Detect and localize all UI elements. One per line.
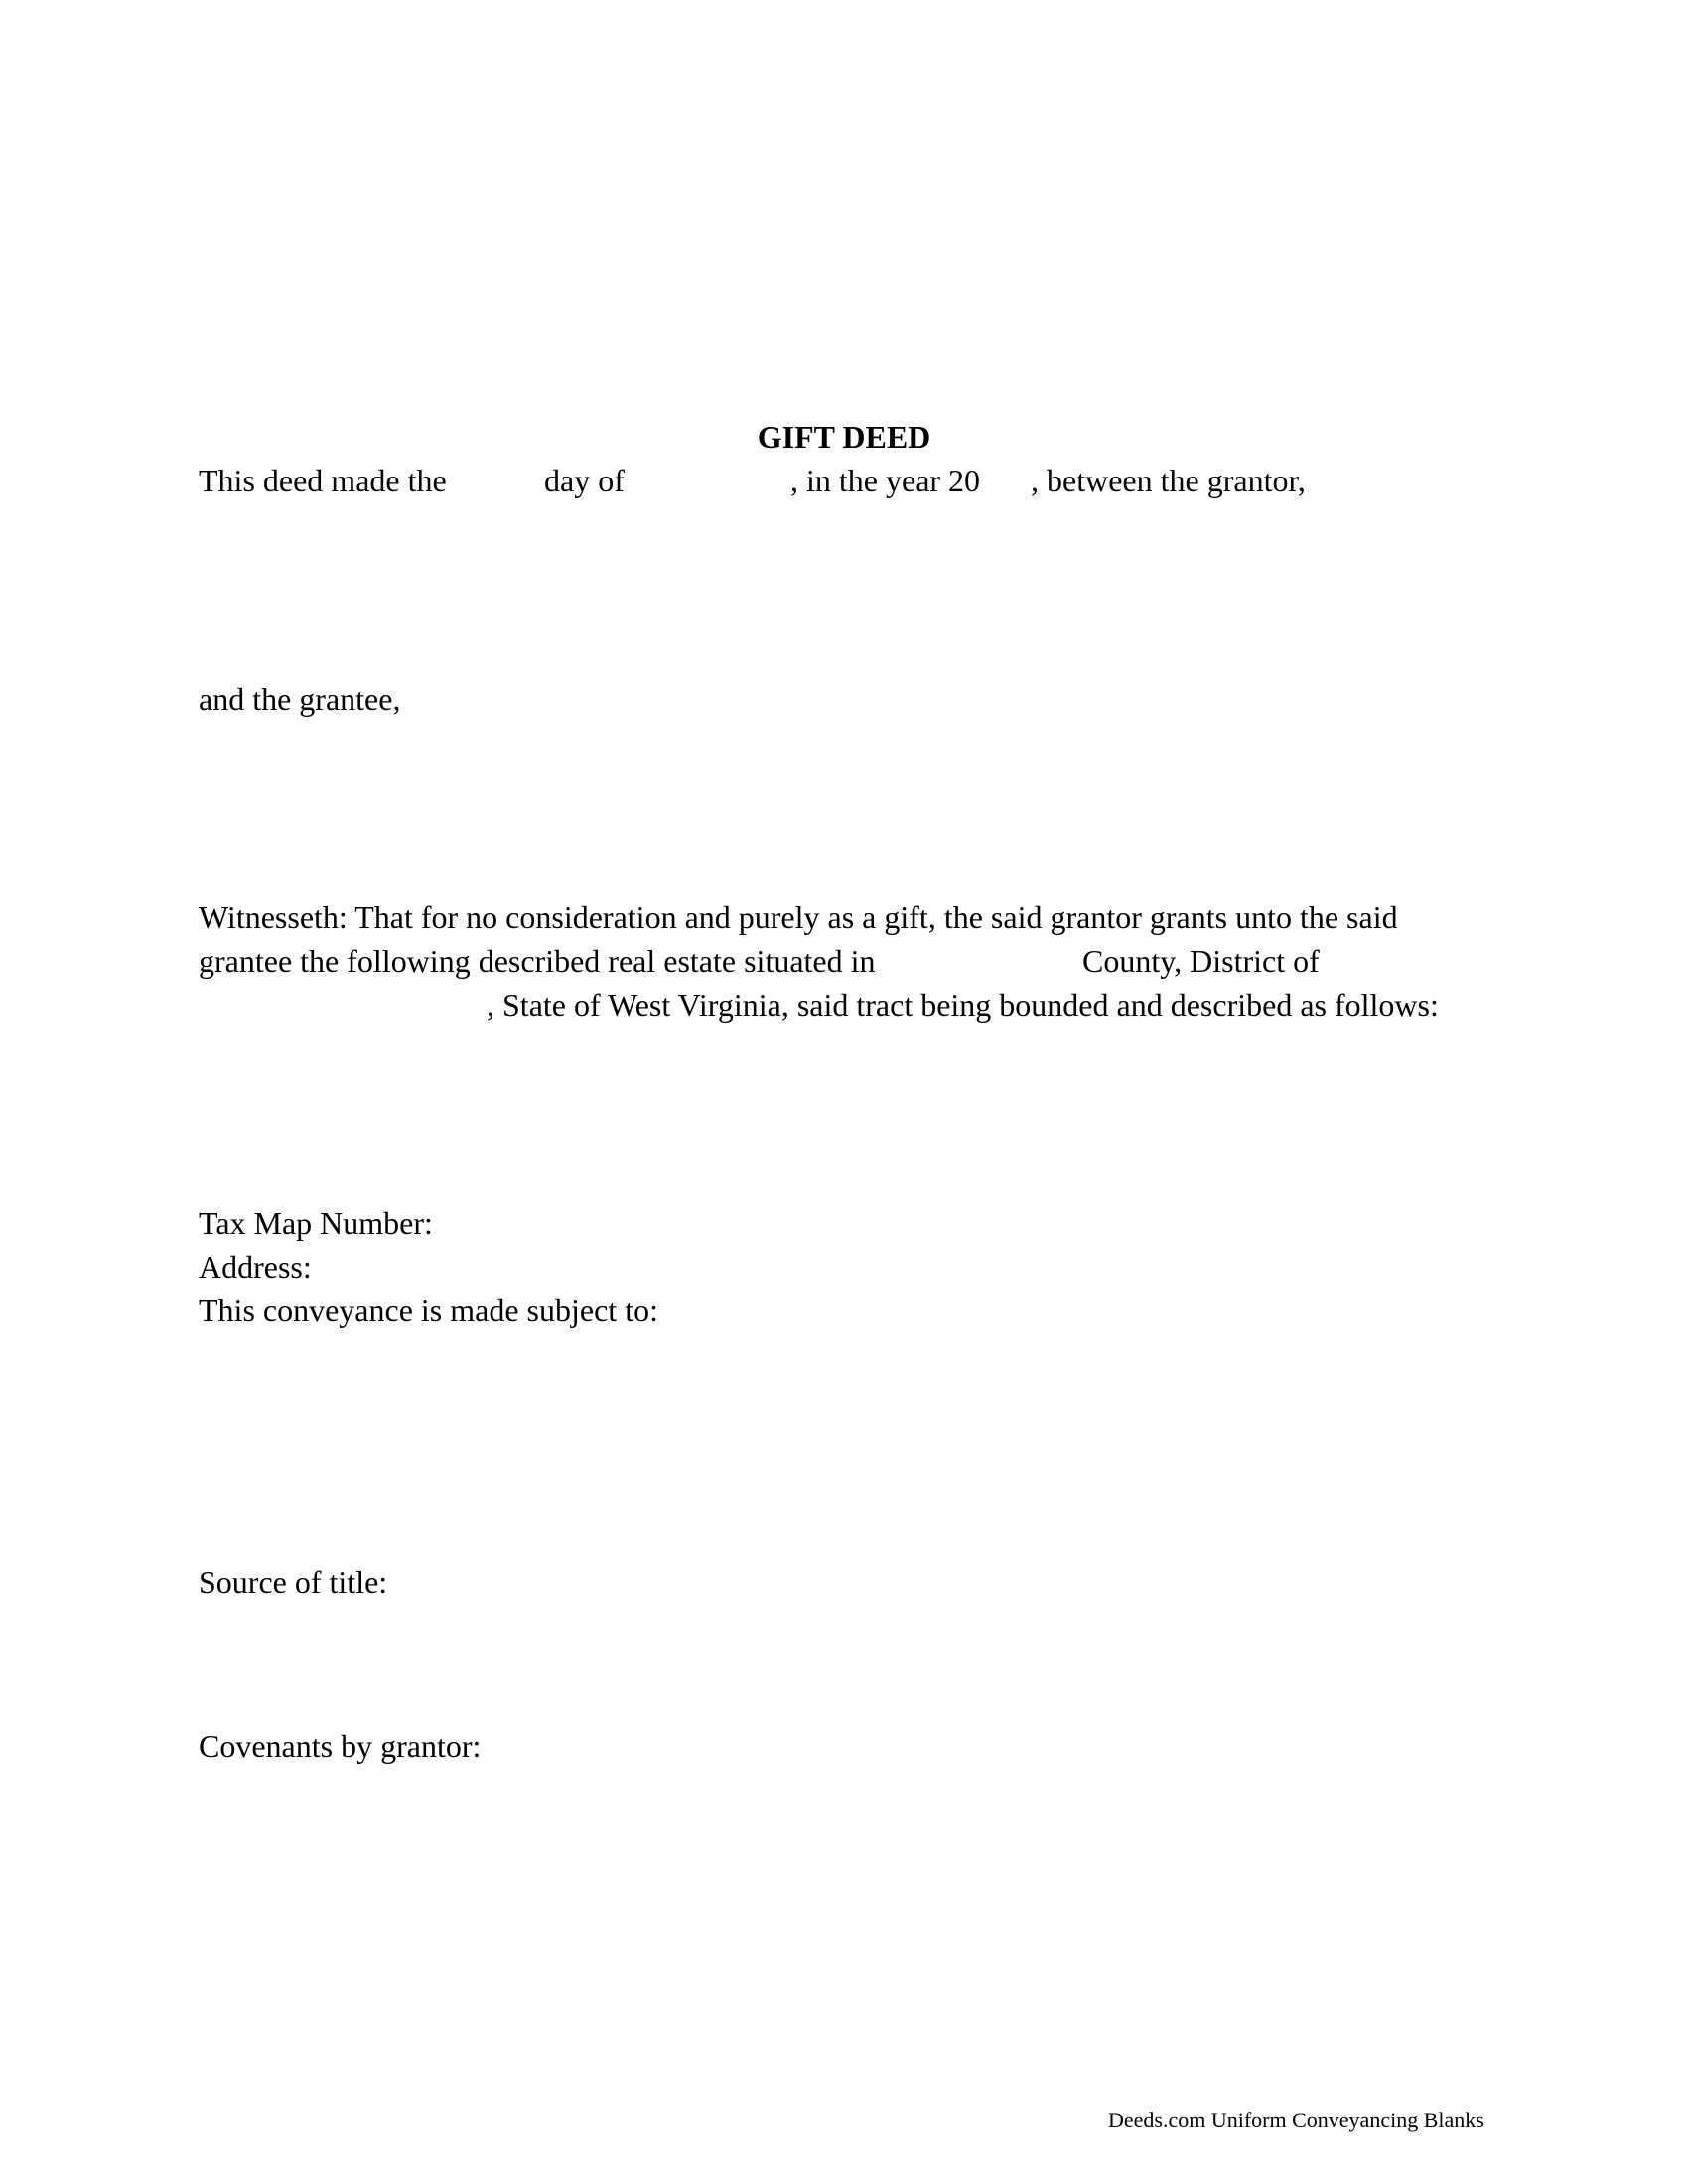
witnesseth-line-3: , State of West Virginia, said tract being bounded and described as follows: [487, 987, 1439, 1023]
grantee-line: and the grantee, [199, 681, 401, 717]
source-of-title-label: Source of title: [199, 1565, 388, 1600]
document-title: GIFT DEED [757, 419, 931, 455]
subject-to-label: This conveyance is made subject to: [199, 1293, 658, 1328]
witnesseth-line-1: Witnesseth: That for no consideration and purely as a gift, the said grantor grants unto the said [199, 899, 1398, 935]
opening-text-made-the: This deed made the [199, 463, 447, 498]
witnesseth-situated-in: grantee the following described real estate situated in [199, 943, 876, 979]
witnesseth-county-district: County, District of [1082, 943, 1320, 979]
address-label: Address: [199, 1249, 312, 1285]
covenants-label: Covenants by grantor: [199, 1728, 482, 1764]
tax-map-number-label: Tax Map Number: [199, 1205, 433, 1241]
opening-text-day-of: day of [544, 463, 625, 498]
footer-text: Deeds.com Uniform Conveyancing Blanks [1108, 2108, 1484, 2132]
opening-text-year: , in the year 20 [790, 463, 981, 498]
opening-text-grantor: , between the grantor, [1031, 463, 1306, 498]
